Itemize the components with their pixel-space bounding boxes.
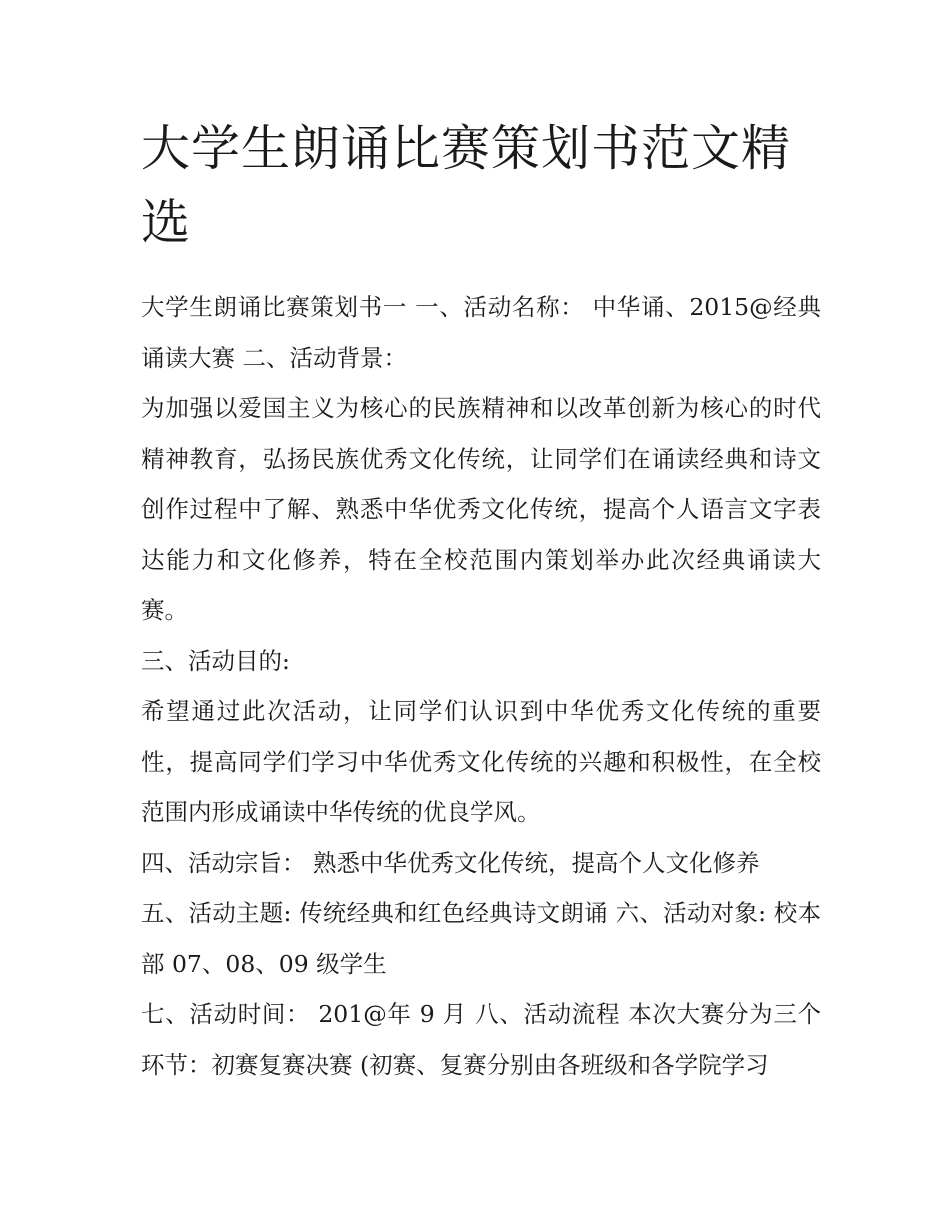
paragraph-time-process: 七、活动时间： 201@年 9 月 八、活动流程 本次大赛分为三个环节：初赛复赛决赛 (初赛、复赛分别由各班级和各学院学习 <box>141 1000 821 1079</box>
paragraph-purpose-detail: 希望通过此次活动，让同学们认识到中华优秀文化传统的重要性，提高同学们学习中华优秀文化传统的兴趣和积极性，在全校范围内形成诵读中华传统的优良学风。 <box>141 697 821 826</box>
document-body <box>141 282 821 1090</box>
paragraph-tenet: 四、活动宗旨： 熟悉中华优秀文化传统，提高个人文化修养 <box>141 848 760 877</box>
paragraph-background-detail: 为加强以爱国主义为核心的民族精神和以改革创新为核心的时代精神教育，弘扬民族优秀文化传统，让同学们在诵读经典和诗文创作过程中了解、熟悉中华优秀文化传统，提高个人语言文字表达能力和文化修养，特在全校范围内策划举办此次经典诵读大赛。 <box>141 394 821 624</box>
paragraph-activity-name-background: 大学生朗诵比赛策划书一 一、活动名称： 中华诵、2015@经典诵读大赛 二、活动背景： <box>141 293 821 372</box>
document-title: 大学生朗诵比赛策划书范文精选 <box>141 120 792 251</box>
paragraph-theme-audience: 五、活动主题: 传统经典和红色经典诗文朗诵 六、活动对象: 校本部 07、08、09 级学生 <box>141 899 821 978</box>
document-content <box>141 112 821 1090</box>
paragraph-purpose-heading: 三、活动目的: <box>141 646 290 675</box>
